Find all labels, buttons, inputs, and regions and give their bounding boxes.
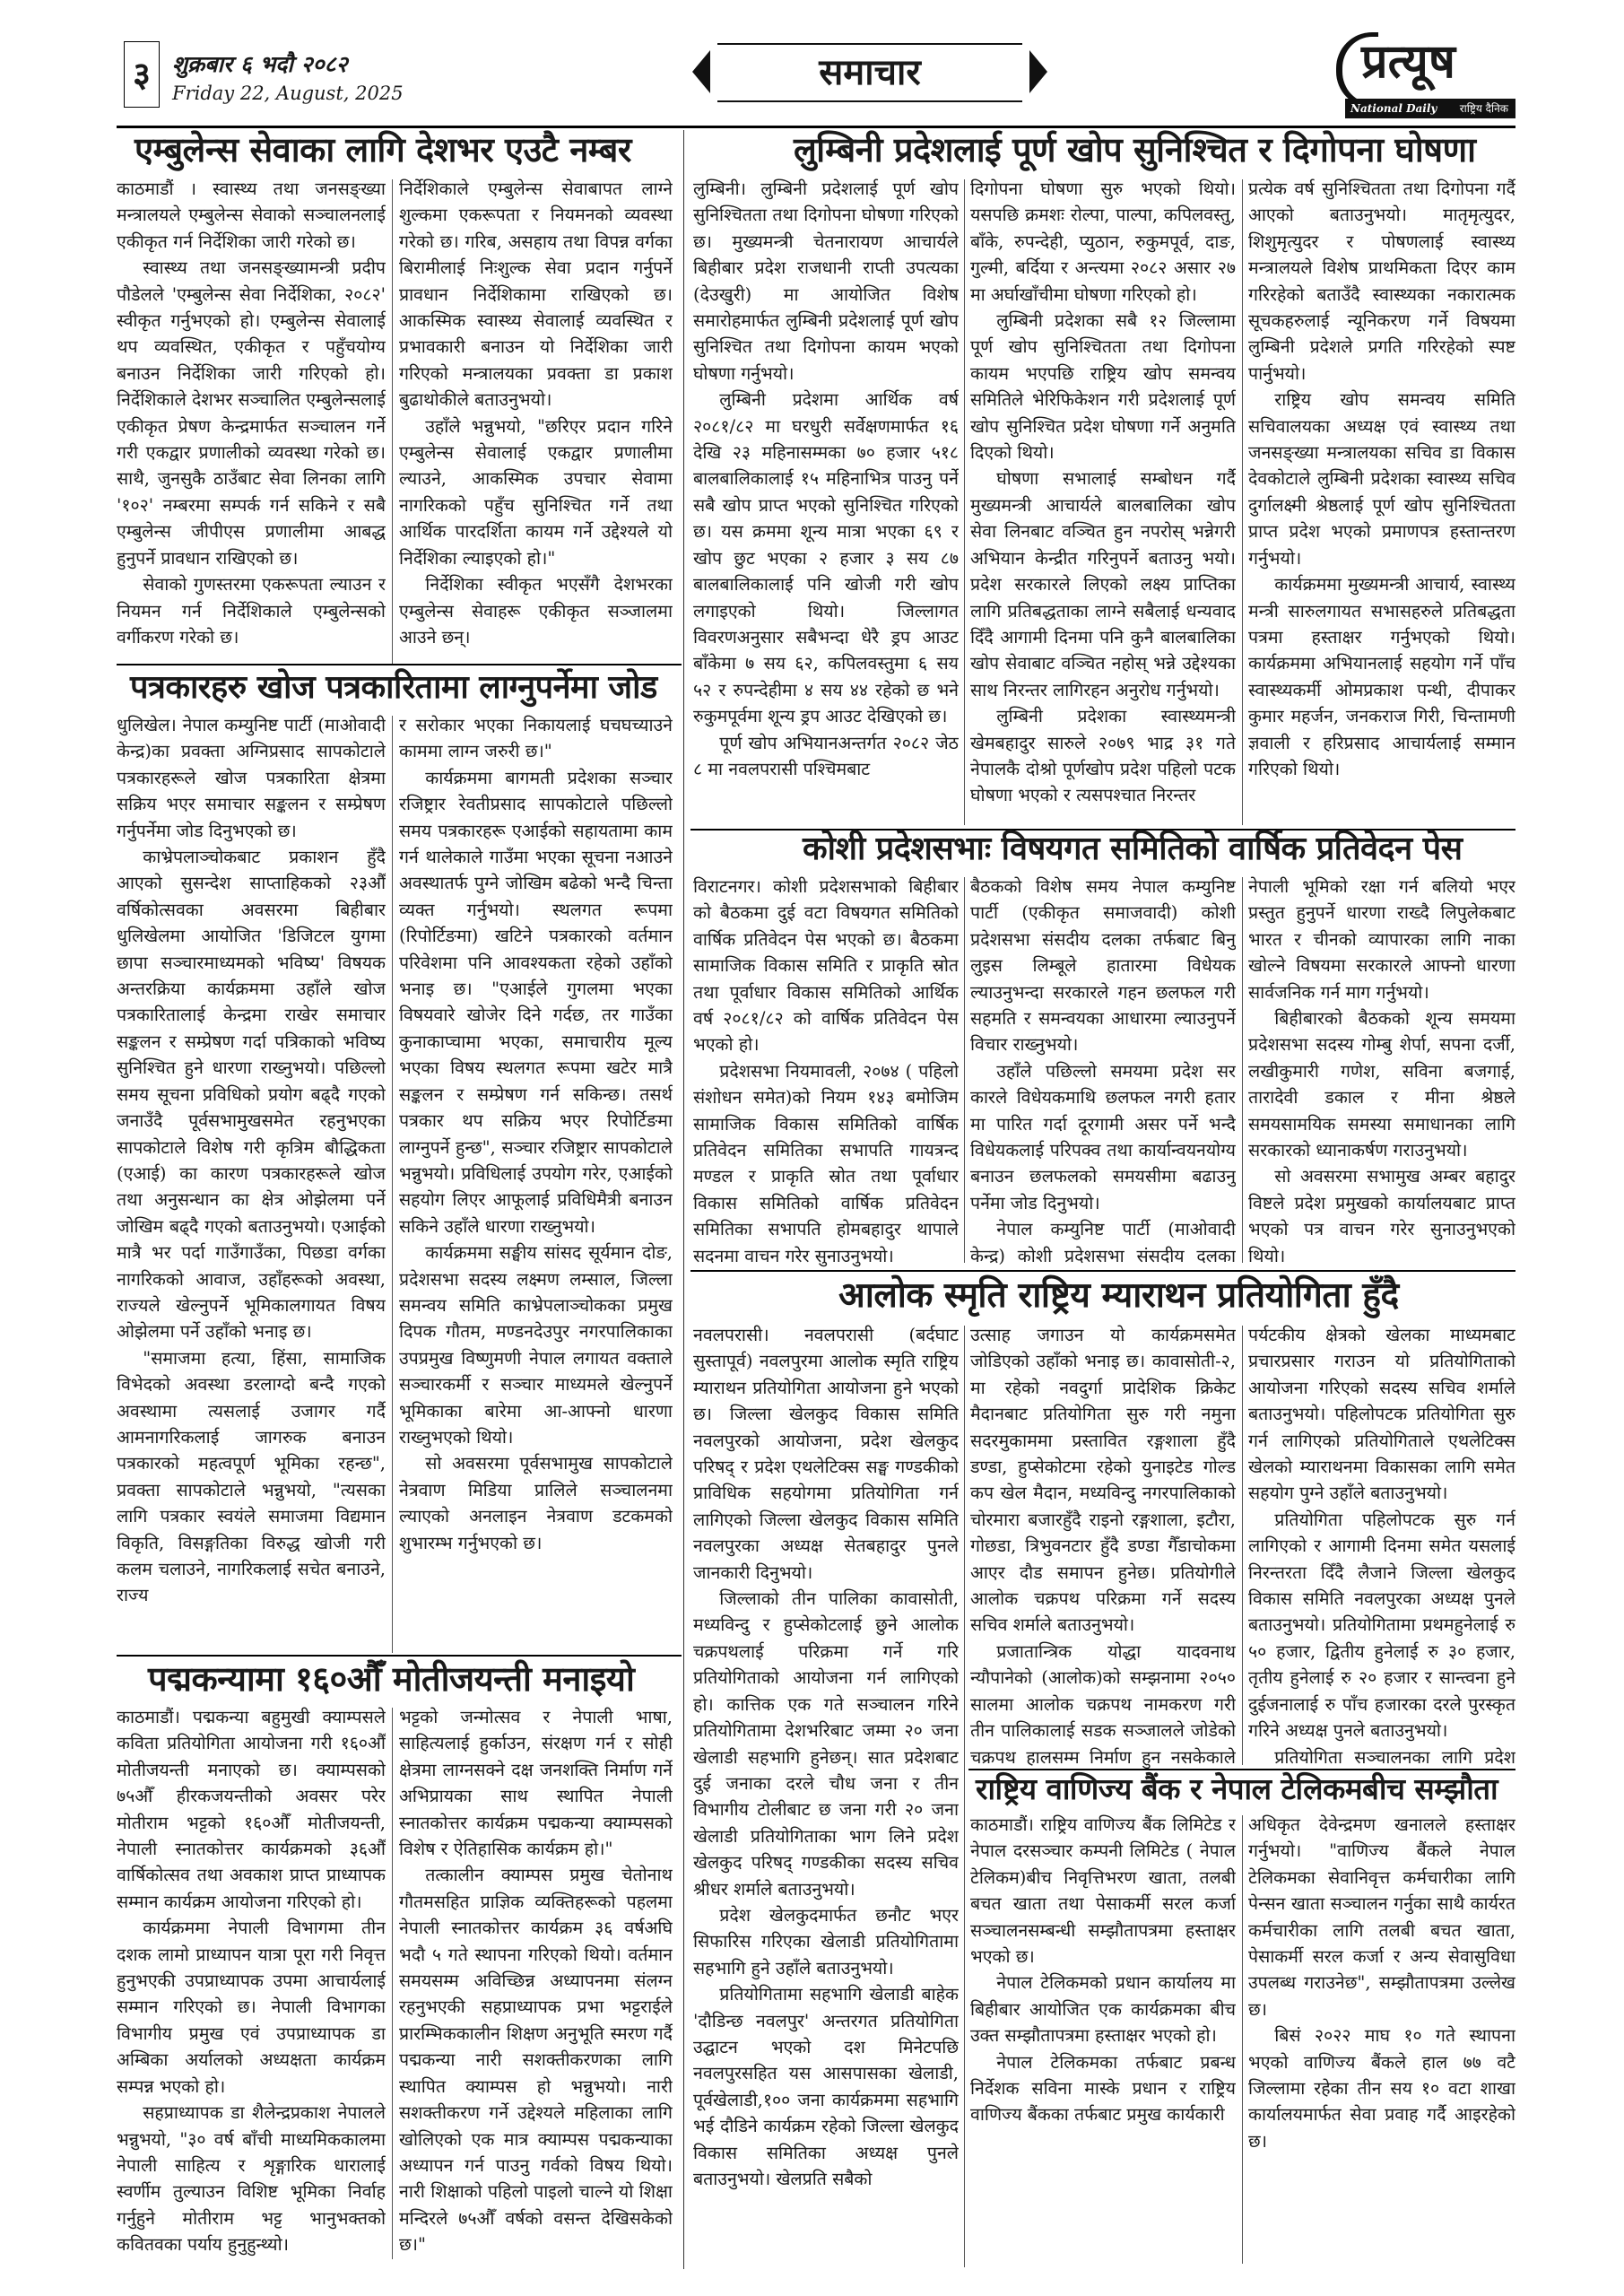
- masthead: [117, 27, 1515, 126]
- paragraph: लुम्बिनी प्रदेशका सबै १२ जिल्लामा पूर्ण खोप सुनिश्चितता तथा दिगोपना कायम भएपछि राष्ट्रिय खोप समन्वय समितिले भेरिफिकेशन गरी प्रदेशलाई पूर्ण खोप सुनिश्चित प्रदेश घोषणा गर्ने अनुमति दिएको थियो।: [970, 310, 1236, 464]
- column-divider: [392, 716, 393, 1653]
- article-column: [1248, 874, 1515, 1268]
- paragraph: दिगोपना घोषणा सुरु भएको थियो। यसपछि क्रमशः रोल्पा, पाल्पा, कपिलवस्तु, बाँके, रुपन्देही, प्युठान, रुकुमपूर्व, दाङ, गुल्मी, बर्दिया र अन्त्यमा २०८२ असार २७ मा अर्घाखाँचीमा घोषणा गरिएको हो।: [970, 178, 1236, 305]
- paragraph: सेवाको गुणस्तरमा एकरूपता ल्याउन र नियमन गर्न निर्देशिकाले एम्बुलेन्सको वर्गीकरण गरेको छ।: [117, 574, 386, 648]
- paragraph: निर्देशिकाले एम्बुलेन्स सेवाबापत लाग्ने शुल्कमा एकरूपता र नियमनको व्यवस्था गरेको छ। गरिब, असहाय तथा विपन्न वर्गका बिरामीलाई निःशुल्क सेवा प्रदान गर्नुपर्ने प्रावधान निर्देशिकामा राखिएको छ। आकस्मिक स्वास्थ्य सेवालाई व्यवस्थित र प्रभावकारी बनाउन यो निर्देशिका जारी गरिएको मन्त्रालयका प्रवक्ता डा प्रकाश बुढाथोकीले बताउनुभयो।: [399, 178, 673, 411]
- column-divider: [1242, 1326, 1243, 1765]
- section-label-box: [717, 43, 1022, 102]
- article-column: [970, 874, 1236, 1268]
- paragraph: बैठकको विशेष समय नेपाल कम्युनिष्ट पार्टी (एकीकृत समाजवादी) कोशी प्रदेशसभा संसदीय दलका तर्फबाट बिनु लुइस लिम्बूले हातारमा विधेयक ल्याउनुभन्दा सरकारले गहन छलफल गरी सहमति र समन्वयका आधारमा ल्याउनुपर्ने विचार राख्नुभयो।: [970, 876, 1236, 1056]
- article-headline: कोशी प्रदेशसभाः विषयगत समितिको वार्षिक प्रतिवेदन पेस: [803, 831, 1463, 867]
- article-column: [693, 176, 959, 831]
- paragraph: प्रतियोगितामा सहभागि खेलाडी बाहेक 'दौडिन्छ नवलपुर' अन्तरगत प्रतियोगिता उद्घाटन भएको दश मिनेटपछि नवलपुरसहित यस आसपासका खेलाडी, पूर्वखेलाडी,१०० जना कार्यक्रममा सहभागि भई दौडिने कार्यक्रम रहेको जिल्ला खेलकुद विकास समितिका अध्यक्ष पुनले बताउनुभयो। खेलप्रति सबैको: [693, 1984, 959, 2189]
- paragraph: लुम्बिनी प्रदेशमा आर्थिक वर्ष २०८१/८२ मा घरधुरी सर्वेक्षणमार्फत १६ देखि २३ महिनासम्मका ७० हजार ५१८ बालबालिकालाई १५ महिनाभित्र पाउनु पर्ने सबै खोप प्राप्त भएको सुनिश्चित गरिएको छ। यस क्रममा शून्य मात्रा भएका ६९ र खोप छुट भएका २ हजार ३ सय ८७ बालबालिकालाई पनि खोजी गरी खोप लगाइएको थियो। जिल्लागत विवरणअनुसार सबैभन्दा धेरै ड्रप आउट बाँकेमा ७ सय ६२, कपिलवस्तुमा ६ सय ५२ र रुपन्देहीमा ४ सय ४४ रहेको छ भने रुकुमपूर्वमा शून्य ड्रप आउट देखिएको छ।: [693, 389, 959, 727]
- logo-left-text: National Daily: [1350, 102, 1437, 115]
- article-column: [1248, 176, 1515, 831]
- logo-subline: [1345, 99, 1515, 118]
- article-column: [693, 1322, 959, 2269]
- logo: [1336, 27, 1515, 126]
- paragraph: उहाँले पछिल्लो समयमा प्रदेश सर कारले विधेयकमाथि छलफल नगरी हतार मा पारित गर्दा दूरगामी असर पर्ने भन्दै विधेयकलाई परिपक्व तथा कार्यान्वयनयोग्य बनाउन छलफलको समयसीमा बढाउनु पर्नेमा जोड दिनुभयो।: [970, 1060, 1236, 1213]
- paragraph: सो अवसरमा सभामुख अम्बर बहादुर विष्टले प्रदेश प्रमुखको कार्यालयबाट प्राप्त भएको पत्र वाचन गरेर सुनाउनुभएको थियो।: [1248, 1166, 1515, 1266]
- page-number-box: [124, 41, 160, 108]
- paragraph: कार्यक्रममा बागमती प्रदेशका सञ्चार रजिष्ट्रार रेवतीप्रसाद सापकोटाले पछिल्लो समय पत्रकारहरू एआईको सहायतामा काम गर्न थालेकाले गाउँमा भएका सूचना नआउने अवस्थातर्फ पुग्ने जोखिम बढेको भन्दै चिन्ता व्यक्त गर्नुभयो। स्थलगत रूपमा (रिपोर्टिङमा) खटिने पत्रकारको वर्तमान परिवेशमा पनि आवश्यकता रहेको उहाँको भनाइ छ। "एआईले गुगलमा भएका विषयवारे खोजेर दिने गर्दछ, तर गाउँका कुनाकाप्चामा भएका, समाचारीय मूल्य भएका विषय स्थलगत रूपमा खटेर मात्रै सङ्कलन र सम्प्रेषण गर्न सकिन्छ। तसर्थ पत्रकार थप सक्रिय भएर रिपोर्टिङमा लाग्नुपर्ने हुन्छ", सञ्चार रजिष्ट्रार सापकोटाले भन्नुभयो। प्रविधिलाई उपयोग गरेर, एआईको सहयोग लिएर आफूलाई प्रविधिमैत्री बनाउन सकिने उहाँले धारणा राख्नुभयो।: [399, 767, 673, 1237]
- banner-arrow-right-icon: [1024, 48, 1051, 95]
- paragraph: विराटनगर। कोशी प्रदेशसभाको बिहीबार को बैठकमा दुई वटा विषयगत समितिको वार्षिक प्रतिवेदन पेस भएको छ। बैठकमा सामाजिक विकास समिति र प्राकृति स्रोत तथा पूर्वाधार विकास समितिको आर्थिक वर्ष २०८१/८२ को वार्षिक प्रतिवेदन पेस भएको हो।: [693, 876, 959, 1056]
- article-column: [1248, 1322, 1515, 1770]
- paragraph: कार्यक्रममा मुख्यमन्त्री आचार्य, स्वास्थ्य मन्त्री सारुलगायत सभासहरुले प्रतिबद्धता पत्रमा हस्ताक्षर गर्नुभएको थियो। कार्यक्रममा अभियानलाई सहयोग गर्ने पाँच स्वास्थ्यकर्मी ओमप्रकाश पन्थी, दीपाकर कुमार महर्जन, जनकराज गिरी, चिन्तामणी ज्ञवाली र हरिप्रसाद आचार्यलाई सम्मान गरिएको थियो।: [1248, 574, 1515, 779]
- page-number: ३: [133, 55, 151, 94]
- paragraph: नेपाल टेलिकमको प्रधान कार्यालय मा बिहीबार आयोजित एक कार्यक्रमका बीच उक्त सम्झौतापत्रमा हस्ताक्षर भएको हो।: [970, 1972, 1236, 2047]
- paragraph: प्रदेश खेलकुदमार्फत छनौट भएर सिफारिस गरिएका खेलाडी प्रतियोगितामा सहभागि हुने उहाँले बताउनुभयो।: [693, 1904, 959, 1979]
- article-column: [970, 1812, 1236, 2269]
- article-column: [399, 712, 673, 1658]
- date-nepali: शुक्रबार ६ भदौ २०८२: [172, 51, 348, 77]
- article-column: [399, 176, 673, 669]
- paragraph: भट्टको जन्मोत्सव र नेपाली भाषा, साहित्यलाई हुर्काउन, संरक्षण गर्न र सोही क्षेत्रमा लाग्नसक्ने दक्ष जनशक्ति निर्माण गर्ने अभिप्रायका साथ स्थापित नेपाली स्नातकोत्तर कार्यक्रम पद्मकन्या क्याम्पसको विशेष र ऐतिहासिक कार्यक्रम हो।": [399, 1707, 673, 1860]
- article-column: [399, 1704, 673, 2265]
- article-headline: पत्रकारहरु खोज पत्रकारितामा लाग्नुपर्नेमा जोड: [130, 669, 657, 706]
- paragraph: सो अवसरमा पूर्वसभामुख सापकोटाले नेत्रवाण मिडिया प्रालिले सञ्चालनमा ल्याएको अनलाइन नेत्रवाण डटकमको शुभारम्भ गर्नुभएको छ।: [399, 1453, 673, 1553]
- paragraph: बिहीबारको बैठकको शून्य समयमा प्रदेशसभा सदस्य गोम्बु शेर्पा, सपना दर्जी, लखीकुमारी गणेश, सविना बजगाई, तारादेवी डकाल र मीना श्रेष्ठले समयसामयिक समस्या समाधानका लागि सरकारको ध्यानाकर्षण गराउनुभयो।: [1248, 1008, 1515, 1161]
- paragraph: लुम्बिनी प्रदेशका स्वास्थ्यमन्त्री खेमबहादुर सारुले २०७९ भाद्र ३१ गते नेपालकै दोश्रो पूर्णखोप प्रदेश पहिलो पटक घोषणा भएको र त्यसपश्चात निरन्तर: [970, 706, 1236, 806]
- article-headline: लुम्बिनी प्रदेशलाई पूर्ण खोप सुनिश्चित र दिगोपना घोषणा: [794, 130, 1476, 170]
- article-column: [117, 712, 386, 1658]
- paragraph: काभ्रेपलाञ्चोकबाट प्रकाशन हुँदै आएको सुसन्देश साप्ताहिकको २३औँ वर्षिकोत्सवका अवसरमा बिहीबार धुलिखेलमा आयोजित 'डिजिटल युगमा छापा सञ्चारमाध्यमको भविष्य' विषयक अन्तरक्रिया कार्यक्रममा उहाँले खोज पत्रकारितालाई केन्द्रमा राखेर समाचार सङ्कलन र सम्प्रेषण गर्दा पत्रिकाको भविष्य सुनिश्चित हुने धारणा राख्नुभयो। पछिल्लो समय सूचना प्रविधिको प्रयोग बढ्दै गएको जनाउँदै पूर्वसभामुखसमेत रहनुभएका सापकोटाले विशेष गरी कृत्रिम बौद्धिकता (एआई) का कारण पत्रकारहरूले खोज तथा अनुसन्धान का क्षेत्र ओझेलमा पर्ने जोखिम बढ्दै गएको बताउनुभयो। एआईको मात्रै भर पर्दा गाउँगाउँका, पिछडा वर्गका नागरिकको आवाज, उहाँहरूको अवस्था, राज्यले खेल्नुपर्ने भूमिकालगायत विषय ओझेलमा पर्ने उहाँको भनाइ छ।: [117, 847, 386, 1343]
- logo-text: प्रत्यूष: [1361, 35, 1455, 89]
- paragraph: स्वास्थ्य तथा जनसङ्ख्यामन्त्री प्रदीप पौडेलले 'एम्बुलेन्स सेवा निर्देशिका, २०८२' स्वीकृत गर्नुभएको हो। एम्बुलेन्स सेवालाई थप व्यवस्थित, एकीकृत र पहुँचयोग्य बनाउन निर्देशिका जारी गरिएको हो। निर्देशिकाले देशभर सञ्चालित एम्बुलेन्सलाई एकीकृत प्रेषण केन्द्रमार्फत सञ्चालन गर्ने गरी एकद्वार प्रणालीको व्यवस्था गरेको छ। साथै, जुनसुकै ठाउँबाट सेवा लिनका लागि '१०२' नम्बरमा सम्पर्क गर्न सकिने र सबै एम्बुलेन्स जीपीएस प्रणालीमा आबद्ध हुनुपर्ने प्रावधान राखिएको छ।: [117, 257, 386, 569]
- paragraph: काठमाडौं। पद्मकन्या बहुमुखी क्याम्पसले कविता प्रतियोगिता आयोजना गरी १६०औँ मोतीजयन्ती मनाएको छ। क्याम्पसको ७५औँ हीरकजयन्तीको अवसर परेर मोतीराम भट्टको १६०औँ मोतीजयन्ती, नेपाली स्नातकोत्तर कार्यक्रमको ३६औँ वार्षिकोत्सव तथा अवकाश प्राप्त प्राध्यापक सम्मान कार्यक्रम आयोजना गरिएको हो।: [117, 1707, 386, 1912]
- column-divider: [964, 877, 965, 1263]
- paragraph: उहाँले भन्नुभयो, "छरिएर प्रदान गरिने एम्बुलेन्स सेवालाई एकद्वार प्रणालीमा ल्याउने, आकस्मिक उपचार सेवामा नागरिकको पहुँच सुनिश्चित गर्ने तथा आर्थिक पारदर्शिता कायम गर्ने उद्देश्यले यो निर्देशिका ल्याइएको हो।": [399, 415, 673, 569]
- paragraph: राष्ट्रिय खोप समन्वय समिति सचिवालयका अध्यक्ष एवं स्वास्थ्य तथा जनसङ्ख्या मन्त्रालयका सचिव डा विकास देवकोटाले लुम्बिनी प्रदेशका स्वास्थ्य सचिव दुर्गालक्ष्मी श्रेष्ठलाई पूर्ण खोप सुनिश्चितता प्राप्त प्रदेश भएको प्रमाणपत्र हस्तान्तरण गर्नुभयो।: [1248, 389, 1515, 569]
- date-english: Friday 22, August, 2025: [172, 83, 404, 104]
- paragraph: कार्यक्रममा नेपाली विभागमा तीन दशक लामो प्राध्यापन यात्रा पूरा गरी निवृत्त हुनुभएकी उपप्राध्यापक उपमा आचार्यलाई सम्मान गरिएको छ। नेपाली विभागका विभागीय प्रमुख एवं उपप्राध्यापक डा अम्बिका अर्यालको अध्यक्षता कार्यक्रम सम्पन्न भएको हो।: [117, 1918, 386, 2097]
- article-headline: पद्मकन्यामा १६०औँ मोतीजयन्ती मनाइयो: [148, 1659, 635, 1699]
- paragraph: नेपाल टेलिकमका तर्फबाट प्रबन्ध निर्देशक सविना मास्के प्रधान र राष्ट्रिय वाणिज्य बैंकका तर्फबाट प्रमुख कार्यकारी: [970, 2051, 1236, 2126]
- column-divider: [392, 179, 393, 664]
- paragraph: प्रजातान्त्रिक योद्धा यादवनाथ न्यौपानेको (आलोक)को सम्झनामा २०५० सालमा आलोक चक्रपथ नामकरण गरी तीन पालिकालाई सडक सञ्जालले जोडेको चक्रपथ हालसम्म निर्माण हुन नसकेकाले: [970, 1640, 1236, 1768]
- column-divider: [1242, 1815, 1243, 2264]
- article-column: [117, 1704, 386, 2265]
- section-banner: [690, 43, 1049, 100]
- paragraph: "समाजमा हत्या, हिंसा, सामाजिक विभेदको अवस्था डरलाग्दो बन्दै गएको अवस्थामा त्यसलाई उजागर गर्दै आमनागरिकलाई जागरुक बनाउन पत्रकारको महत्वपूर्ण भूमिका रहन्छ", प्रवक्ता सापकोटाले भन्नुभयो, "त्यसका लागि पत्रकार स्वयंले समाजमा विद्यमान विकृति, विसङ्गतिका विरुद्ध खोजी गरी कलम चलाउने, नागरिकलाई सचेत बनाउने, राज्य: [117, 1347, 386, 1606]
- column-divider: [1242, 877, 1243, 1263]
- paragraph: पूर्ण खोप अभियानअन्तर्गत २०८२ जेठ ८ मा नवलपरासी पश्चिमबाट: [693, 732, 959, 779]
- article-column: [693, 874, 959, 1268]
- paragraph: सहप्राध्यापक डा शैलेन्द्रप्रकाश नेपालले भन्नुभयो, "३० वर्ष बाँची माध्यमिककालमा नेपाली साहित्य र शृङ्गारिक धारालाई स्वर्णीम तुल्याउन विशिष्ट भूमिका निर्वाह गर्नुहुने मोतीराम भट्ट भानुभक्तको कवितवका पर्याय हुनुहुन्थ्यो।: [117, 2102, 386, 2256]
- column-divider: [964, 179, 965, 825]
- paragraph: निर्देशिका स्वीकृत भएसँगै देशभरका एम्बुलेन्स सेवाहरू एकीकृत सञ्जालमा आउने छन्।: [399, 574, 673, 648]
- column-divider: [964, 1326, 965, 2267]
- paragraph: अधिकृत देवेन्द्रमण खनालले हस्ताक्षर गर्नुभयो। "वाणिज्य बैंकले नेपाल टेलिकमका सेवानिवृत्त कर्मचारीका लागि पेन्सन खाता सञ्चालन गर्नुका साथै कार्यरत कर्मचारीका लागि तलबी बचत खाता, पेसाकर्मी सरल कर्जा र अन्य सेवासुविधा उपलब्ध गराउनेछ", सम्झौतापत्रमा उल्लेख छ।: [1248, 1814, 1515, 2020]
- paragraph: उत्साह जगाउन यो कार्यक्रमसमेत जोडिएको उहाँको भनाइ छ। कावासोती-२, मा रहेको नवदुर्गा प्रादेशिक क्रिकेट मैदानबाट प्रतियोगिता सुरु गरी नमुना सदरमुकाममा प्रस्तावित रङ्गशाला हुँदै डण्डा, हुप्सेकोटमा रहेको युनाइटेड गोल्ड कप खेल मैदान, मध्यविन्दु नगरपालिकाको चोरमारा बजारहुँदै राइनो रङ्गशाला, इटौरा, गोछडा, त्रिभुवनटार हुँदै डण्डा गैँडाचोकमा आएर दौड समापन हुनेछ। प्रतियोगीले आलोक चक्रपथ परिक्रमा गर्ने सदस्य सचिव शर्माले बताउनुभयो।: [970, 1325, 1236, 1636]
- article-headline: राष्ट्रिय वाणिज्य बैंक र नेपाल टेलिकमबीच सम्झौता: [976, 1771, 1498, 1806]
- paragraph: प्रतियोगिता पहिलोपटक सुरु गर्न लागिएको र आगामी दिनमा समेत यसलाई निरन्तरता दिँदै लैजाने जिल्ला खेलकुद विकास समिति नवलपुरका अध्यक्ष पुनले बताउनुभयो। प्रतियोगितामा प्रथमहुनेलाई रु ५० हजार, द्वितीय हुनेलाई रु ३० हजार, तृतीय हुनेलाई रु २० हजार र सान्त्वना हुने दुईजनालाई रु पाँच हजारका दरले पुरस्कृत गरिने अध्यक्ष पुनले बताउनुभयो।: [1248, 1509, 1515, 1742]
- logo-right-text: राष्ट्रिय दैनिक: [1459, 102, 1508, 115]
- article-column: [1248, 1812, 1515, 2269]
- paragraph: काठमाडौं। राष्ट्रिय वाणिज्य बैंक लिमिटेड र नेपाल दरसञ्चार कम्पनी लिमिटेड ( नेपाल टेलिकम)बीच निवृत्तिभरण खाता, तलबी बचत खाता तथा पेसाकर्मी सरल कर्जा सञ्चालनसम्बन्धी सम्झौतापत्रमा हस्ताक्षर भएको छ।: [970, 1814, 1236, 1968]
- paragraph: घोषणा सभालाई सम्बोधन गर्दै मुख्यमन्त्री आचार्यले बालबालिका खोप सेवा लिनबाट वञ्चित हुन नपरोस् भन्नेगरी अभियान केन्द्रीत गरिनुपर्ने बताउनु भयो। प्रदेश सरकारले लिएको लक्ष्य प्राप्तिका लागि प्रतिबद्धताका लाग्ने सबैलाई धन्यवाद दिँदै आगामी दिनमा पनि कुनै बालबालिका खोप सेवाबाट वञ्चित नहोस् भन्ने उद्देश्यका साथ निरन्तर लागिरहन अनुरोध गर्नुभयो।: [970, 468, 1236, 700]
- paragraph: प्रतियोगिता सञ्चालनका लागि प्रदेश: [1274, 1746, 1515, 1768]
- paragraph: धुलिखेल। नेपाल कम्युनिष्ट पार्टी (माओवादी केन्द्र)का प्रवक्ता अग्निप्रसाद सापकोटाले पत्रकारहरूले खोज पत्रकारिता क्षेत्रमा सक्रिय भएर समाचार सङ्कलन र सम्प्रेषण गर्नुपर्नेमा जोड दिनुभएको छ।: [117, 715, 386, 841]
- paragraph: बिसं २०२२ माघ १० गते स्थापना भएको वाणिज्य बैंकले हाल ७७ वटै जिल्लामा रहेका तीन सय १० वटा शाखा कार्यालयमार्फत सेवा प्रवाह गर्दै आइरहेको छ।: [1248, 2025, 1515, 2152]
- paragraph: प्रत्येक वर्ष सुनिश्चितता तथा दिगोपना गर्दै आएको बताउनुभयो। मातृमृत्युदर, शिशुमृत्युदर र पोषणलाई स्वास्थ्य मन्त्रालयले विशेष प्राथमिकता दिएर काम गरिरहेको बताउँदै स्वास्थ्यका नकारात्मक सूचकहरुलाई न्यूनिकरण गर्ने विषयमा लुम्बिनी प्रदेशले प्रगति गरिरहेको स्पष्ट पार्नुभयो।: [1248, 178, 1515, 384]
- article-column: [970, 176, 1236, 831]
- paragraph: जिल्लाको तीन पालिका कावासोती, मध्यविन्दु र हुप्सेकोटलाई छुने आलोक चक्रपथलाई परिक्रमा गर्ने गरि प्रतियोगिताको आयोजना गर्न लागिएको हो। कात्तिक एक गते सञ्चालन गरिने प्रतियोगितामा देशभरिबाट जम्मा २० जना खेलाडी सहभागि हुनेछन्। सात प्रदेशबाट दुई जनाका दरले चौध जना र तीन विभागीय टोलीबाट छ जना गरी २० जना खेलाडी प्रतियोगिताका भाग लिने प्रदेश खेलकुद परिषद् गण्डकीका सदस्य सचिव श्रीधर शर्माले बताउनुभयो।: [693, 1588, 959, 1900]
- paragraph: पर्यटकीय क्षेत्रको खेलका माध्यमबाट प्रचारप्रसार गराउन यो प्रतियोगिताको आयोजना गरिएको सदस्य सचिव शर्माले बताउनुभयो। पहिलोपटक प्रतियोगिता सुरु गर्न लागिएको प्रतियोगिताले एथलेटिक्स खेलको म्याराथनमा विकासका लागि समेत सहयोग पुग्ने उहाँले बताउनुभयो।: [1248, 1325, 1515, 1504]
- paragraph: कार्यक्रममा सङ्घीय सांसद सूर्यमान दोङ, प्रदेशसभा सदस्य लक्ष्मण लम्साल, जिल्ला समन्वय समिति काभ्रेपलाञ्चोकका प्रमुख दिपक गौतम, मण्डनदेउपुर नगरपालिकाका उपप्रमुख विष्णुमणी नेपाल लगायत वक्ताले सञ्चारकर्मी र सञ्चार माध्यमले खेल्नुपर्ने भूमिकाका बारेमा आ-आफ्नो धारणा राख्नुभएको थियो।: [399, 1242, 673, 1448]
- paragraph: नवलपरासी। नवलपरासी (बर्दघाट सुस्तापूर्व) नवलपुरमा आलोक स्मृति राष्ट्रिय म्याराथन प्रतियोगिता आयोजना हुने भएको छ। जिल्ला खेलकुद विकास समिति नवलपुरको आयोजना, प्रदेश खेलकुद परिषद् र प्रदेश एथलेटिक्स सङ्घ गण्डकीको प्राविधिक सहयोगमा प्रतियोगिता गर्न लागिएको जिल्ला खेलकुद विकास समिति नवलपुरका अध्यक्ष सेतबहादुर पुनले जानकारी दिनुभयो।: [693, 1325, 959, 1583]
- paragraph: नेपाली भूमिको रक्षा गर्न बलियो भएर प्रस्तुत हुनुपर्ने धारणा राख्दै लिपुलेकबाट भारत र चीनको व्यापारका लागि नाका खोल्ने विषयमा सरकारले आफ्नो धारणा सार्वजनिक गर्न माग गर्नुभयो।: [1248, 876, 1515, 1003]
- article-headline: आलोक स्मृति राष्ट्रिय म्याराथन प्रतियोगिता हुँदै: [838, 1275, 1399, 1316]
- paragraph: तत्कालीन क्याम्पस प्रमुख चेतोनाथ गौतमसहित प्राज्ञिक व्यक्तिहरूको पहलमा नेपाली स्नातकोत्तर कार्यक्रम ३६ वर्षअघि भदौ ५ गते स्थापना गरिएको थियो। वर्तमान समयसम्म अविच्छिन्न अध्यापनमा संलग्न रहनुभएकी सहप्राध्यापक प्रभा भट्टराईले प्रारम्भिककालीन शिक्षण अनुभूति स्मरण गर्दै पद्मकन्या नारी सशक्तीकरणका लागि स्थापित क्याम्पस हो भन्नुभयो। नारी सशक्तीकरण गर्ने उद्देश्यले महिलाका लागि खोलिएको एक मात्र क्याम्पस पद्मकन्याका अध्यापन गर्न पाउनु गर्वको विषय थियो। नारी शिक्षाको पहिलो पाइलो चाल्ने यो शिक्षा मन्दिरले ७५औँ वर्षको वसन्त देखिसकेको छ।": [399, 1865, 673, 2256]
- paragraph: प्रदेशसभा नियमावली, २०७४ ( पहिलो संशोधन समेत)को नियम १४३ बमोजिम सामाजिक विकास समितिको वार्षिक प्रतिवेदन समितिका सभापति गायत्रन्द मण्डल र प्राकृति स्रोत तथा पूर्वाधार विकास समितिको वार्षिक प्रतिवेदन समितिका सभापति होमबहादुर थापाले सदनमा वाचन गरेर सुनाउनुभयो।: [693, 1060, 959, 1266]
- paragraph: काठमाडौं । स्वास्थ्य तथा जनसङ्ख्या मन्त्रालयले एम्बुलेन्स सेवाको सञ्चालनलाई एकीकृत गर्न निर्देशिका जारी गरेको छ।: [117, 178, 386, 252]
- section-title: समाचार: [819, 52, 921, 93]
- article-column: [970, 1322, 1236, 1770]
- article-column: [117, 176, 386, 669]
- column-divider: [392, 1708, 393, 2259]
- paragraph: नेपाल कम्युनिष्ट पार्टी (माओवादी केन्द्र) कोशी प्रदेशसभा संसदीय दलका: [970, 1219, 1236, 1266]
- article-headline: एम्बुलेन्स सेवाका लागि देशभर एउटै नम्बर: [135, 130, 631, 170]
- paragraph: लुम्बिनी। लुम्बिनी प्रदेशलाई पूर्ण खोप सुनिश्चितता तथा दिगोपना घोषणा गरिएको छ। मुख्यमन्त्री चेतनारायण आचार्यले बिहीबार प्रदेश राजधानी राप्ती उपत्यका (देउखुरी) मा आयोजित विशेष समारोहमार्फत लुम्बिनी प्रदेशलाई पूर्ण खोप सुनिश्चित तथा दिगोपना कायम भएको घोषणा गर्नुभयो।: [693, 178, 959, 384]
- paragraph: र सरोकार भएका निकायलाई घचघच्याउने काममा लाग्न जरुरी छ।": [399, 715, 673, 762]
- section-divider: [683, 130, 684, 2269]
- column-divider: [1242, 179, 1243, 825]
